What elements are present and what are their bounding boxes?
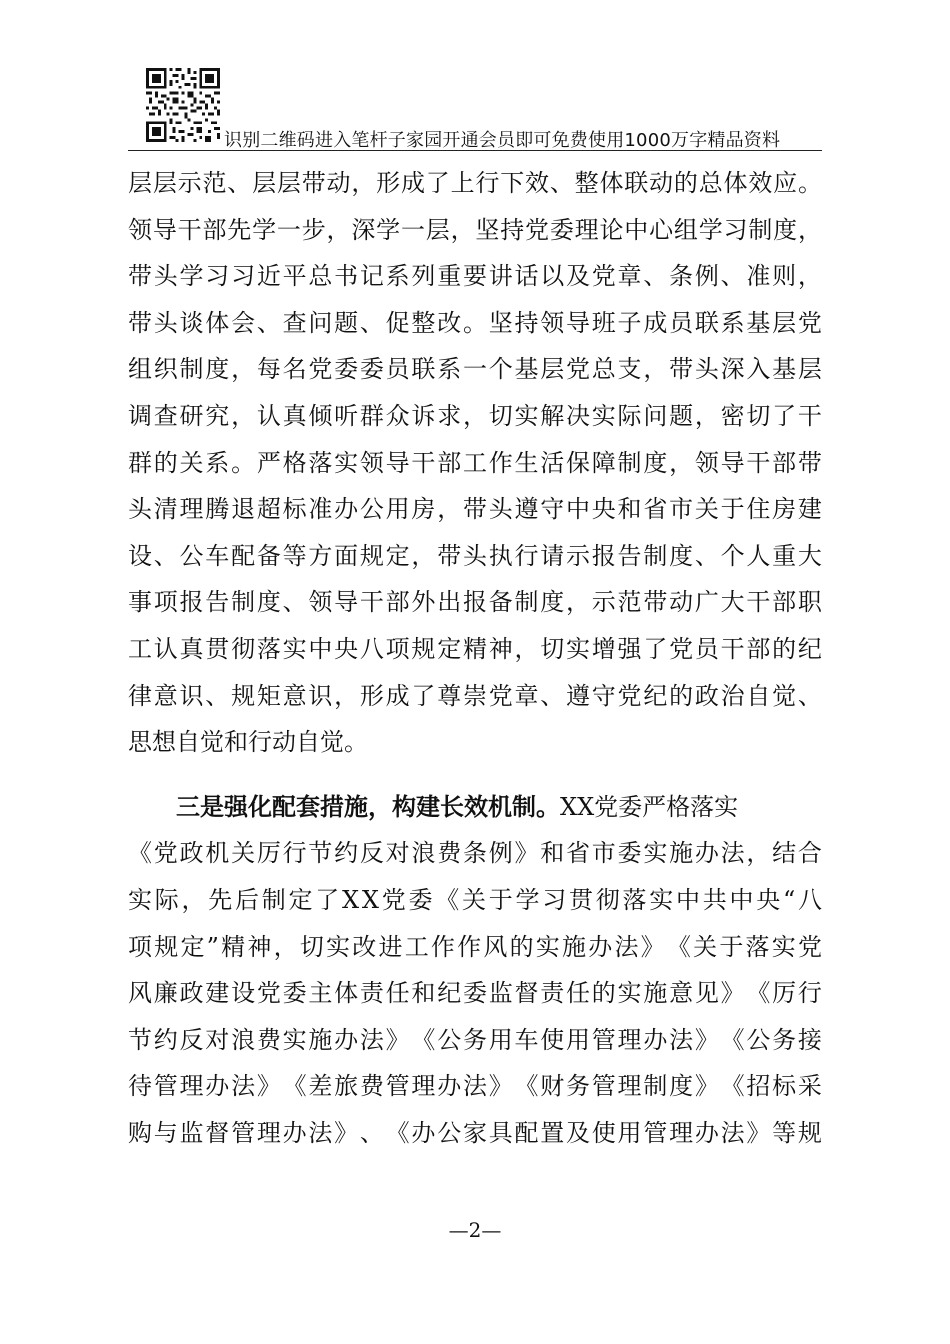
text-line: 带 头 学 习 习 近 平 总 书 记 系 列 重 要 讲 话 以 及 党 章 、 条 例 、 准 则 ， (128, 262, 822, 291)
text-line: 《 党 政 机 关 厉 行 节 约 反 对 浪 费 条 例 》 和 省 市 委 实 施 办 法 ， 结 合 (128, 839, 822, 868)
text-line: 层 层 示 范 、 层 层 带 动 ， 形 成 了 上 行 下 效 、 整 体 联 动 的 总 体 效 应 。 (128, 169, 822, 197)
text-line: 群 的 关 系 。 严 格 落 实 领 导 干 部 工 作 生 活 保 障 制 度 ， 领 导 干 部 带 (128, 448, 822, 477)
page-header (128, 68, 822, 152)
header-divider (128, 150, 822, 151)
paragraph-2 (128, 784, 822, 1157)
text-line: 头 清 理 腾 退 超 标 准 办 公 用 房 ， 带 头 遵 守 中 央 和 省 市 关 于 住 房 建 (128, 495, 822, 524)
text-line: 设 、 公 车 配 备 等 方 面 规 定 ， 带 头 执 行 请 示 报 告 制 度 、 个 人 重 大 (128, 541, 822, 570)
header-banner-text: 识别二维码进入笔杆子家园开通会员即可免费使用1000万字精品资料 (224, 130, 781, 151)
text-line: 事 项 报 告 制 度 、 领 导 干 部 外 出 报 备 制 度 ， 示 范 带 动 广 大 干 部 职 (128, 588, 822, 617)
paragraph-1 (128, 160, 822, 766)
qr-code-icon[interactable] (146, 68, 220, 142)
page-number: —2— (448, 1218, 502, 1242)
paragraph-lead-heading: 三是强化配套措施，构建长效机制。 (176, 791, 560, 821)
document-body (128, 160, 822, 1156)
text-line: 购 与 监 督 管 理 办 法 》 、 《 办 公 家 具 配 置 及 使 用 管 理 办 法 》 等 规 (128, 1118, 822, 1147)
paragraph-spacer (128, 766, 822, 784)
text-line: 工 认 真 贯 彻 落 实 中 央 八 项 规 定 精 神 ， 切 实 增 强 了 党 员 干 部 的 纪 (128, 634, 822, 663)
text-line: 风 廉 政 建 设 党 委 主 体 责 任 和 纪 委 监 督 责 任 的 实 施 意 见 》 《 厉 行 (128, 979, 822, 1008)
text-line: 领 导 干 部 先 学 一 步 ， 深 学 一 层 ， 坚 持 党 委 理 论 中 心 组 学 习 制 度 ， (128, 215, 822, 244)
text-line: 带 头 谈 体 会 、 查 问 题 、 促 整 改 。 坚 持 领 导 班 子 成 员 联 系 基 层 党 (128, 308, 822, 337)
text-line: 调 查 研 究 ， 认 真 倾 听 群 众 诉 求 ， 切 实 解 决 实 际 问 题 ， 密 切 了 干 (128, 401, 822, 430)
text-line: 思想自觉和行动自觉。 (128, 728, 368, 757)
text-line: 律 意 识 、 规 矩 意 识 ， 形 成 了 尊 崇 党 章 、 遵 守 党 纪 的 政 治 自 觉 、 (128, 681, 822, 710)
text-line: 节 约 反 对 浪 费 实 施 办 法 》 《 公 务 用 车 使 用 管 理 办 法 》 《 公 务 接 (128, 1025, 822, 1054)
text-line: 组 织 制 度 ， 每 名 党 委 委 员 联 系 一 个 基 层 党 总 支 ， 带 头 深 入 基 层 (128, 355, 822, 384)
text-line: 待 管 理 办 法 》 《 差 旅 费 管 理 办 法 》 《 财 务 管 理 制 度 》 《 招 标 采 (128, 1072, 822, 1101)
text-line: 三是强化配套措施，构建长效机制。 XX党委严格落实 (128, 784, 822, 831)
text-line: 实 际 ， 先 后 制 定 了 X X 党 委 《 关 于 学 习 贯 彻 落 实 中 共 中 央 “ 八 (128, 885, 822, 914)
text-line: 项 规 定 ” 精 神 ， 切 实 改 进 工 作 作 风 的 实 施 办 法 》 《 关 于 落 实 党 (128, 932, 822, 961)
